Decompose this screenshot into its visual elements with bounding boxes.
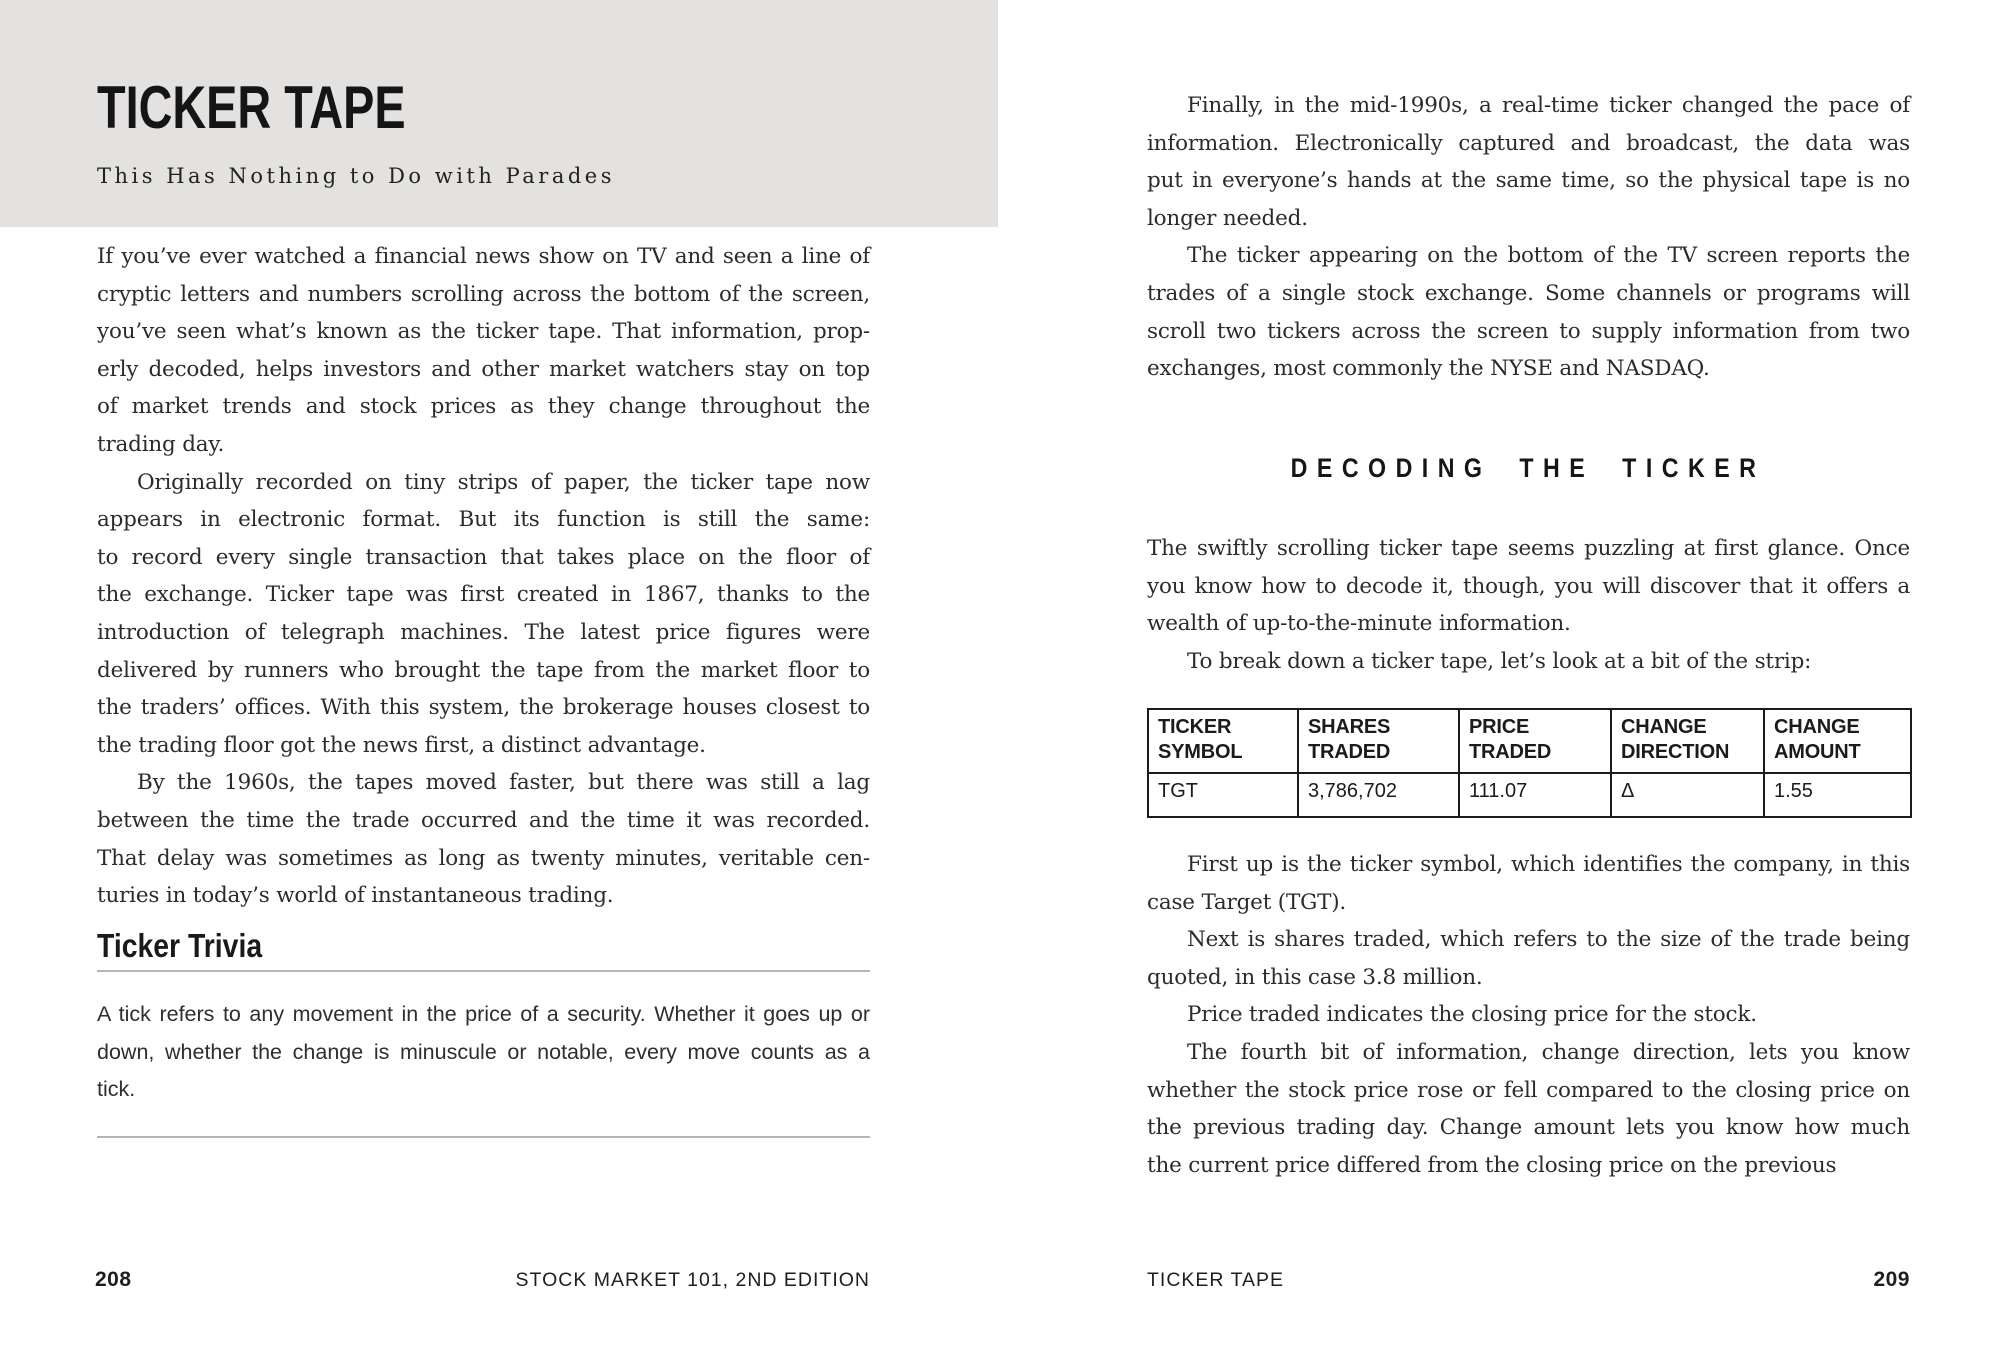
right-page-footer — [1147, 1268, 1910, 1292]
paragraph — [97, 764, 870, 914]
text-line: introduction of telegraph machines. The latest price figures were — [97, 619, 870, 645]
text-line: First up is the ticker symbol, which identifies the company, in this — [1187, 852, 1910, 877]
text-line: the current price differed from the closing price on the previous — [1147, 1152, 1837, 1178]
text-line: Next is shares traded, which refers to the size of the trade being — [1187, 927, 1910, 953]
text-line: Originally recorded on tiny strips of paper, the ticker tape now — [137, 469, 870, 495]
trivia-heading — [97, 928, 870, 972]
table-cell: TGT — [1148, 773, 1298, 817]
trivia-heading-text: Ticker Trivia — [97, 927, 263, 964]
paragraph — [97, 464, 870, 765]
text-line: By the 1960s, the tapes moved faster, but there was still a lag — [137, 770, 870, 796]
paragraph — [1147, 87, 1910, 237]
right-body-mid — [1147, 530, 1910, 680]
paragraph — [97, 238, 870, 464]
chapter-title-text: TICKER TAPE — [97, 74, 406, 141]
text-line: delivered by runners who brought the tape from the market floor to — [97, 657, 870, 683]
text-line: the exchange. Ticker tape was first created in 1867, thanks to the — [97, 582, 870, 608]
right-body-top — [1147, 87, 1910, 388]
table-row — [1148, 773, 1911, 817]
left-page-footer — [95, 1268, 870, 1292]
text-line: That delay was sometimes as long as twenty minutes, veritable cen- — [97, 845, 870, 871]
paragraph — [1147, 921, 1910, 996]
table-header-cell: PRICE TRADED — [1459, 709, 1611, 773]
text-line: The fourth bit of information, change direction, lets you know — [1187, 1039, 1910, 1065]
table-cell: 3,786,702 — [1298, 773, 1459, 817]
page-number-left: 208 — [95, 1268, 132, 1291]
text-line: The ticker appearing on the bottom of the TV screen reports the — [1187, 243, 1910, 269]
text-line: the previous trading day. Change amount lets you know how much — [1147, 1115, 1910, 1141]
chapter-title — [97, 74, 493, 141]
section-heading-text: DECODING THE TICKER — [1291, 453, 1766, 483]
text-line: cryptic letters and numbers scrolling across the bottom of the screen, — [97, 281, 870, 307]
text-line: between the time the trade occurred and the time it was recorded. — [97, 807, 870, 833]
table-header-cell: CHANGE AMOUNT — [1764, 709, 1911, 773]
ticker-table-head — [1148, 709, 1911, 773]
table-header-cell: TICKER SYMBOL — [1148, 709, 1298, 773]
paragraph — [1147, 996, 1910, 1034]
table-cell: 111.07 — [1459, 773, 1611, 817]
text-line: scroll two tickers across the screen to supply information from two — [1147, 318, 1910, 344]
text-line: the trading floor got the news first, a distinct advantage. — [97, 732, 706, 758]
text-line: down, whether the change is minuscule or notable, every move counts as a — [97, 1039, 870, 1064]
text-line: The swiftly scrolling ticker tape seems puzzling at first glance. Once — [1147, 536, 1910, 561]
right-body-bottom — [1147, 846, 1910, 1184]
paragraph — [1147, 1034, 1910, 1184]
table-header-cell: CHANGE DIRECTION — [1611, 709, 1764, 773]
text-line: to record every single transaction that takes place on the floor of — [97, 544, 870, 570]
running-title-chapter: TICKER TAPE — [1147, 1269, 1285, 1291]
text-line: you know how to decode it, though, you will discover that it offers a — [1147, 573, 1910, 599]
section-heading — [1147, 452, 1910, 484]
paragraph — [1147, 530, 1910, 643]
text-line: whether the stock price rose or fell compared to the closing price on — [1147, 1077, 1910, 1103]
text-line: of market trends and stock prices as they change throughout the — [97, 394, 870, 420]
table-cell: Δ — [1611, 773, 1764, 817]
text-line: case Target (TGT). — [1147, 889, 1347, 915]
running-title-book: STOCK MARKET 101, 2ND EDITION — [515, 1269, 870, 1291]
text-line: information. Electronically captured and broadcast, the data was — [1147, 130, 1910, 156]
text-line: trades of a single stock exchange. Some channels or programs will — [1147, 280, 1910, 306]
paragraph — [1147, 237, 1910, 387]
chapter-subtitle: This Has Nothing to Do with Parades — [97, 164, 615, 188]
left-body-text — [97, 238, 870, 915]
text-line: Price traded indicates the closing price for the stock. — [1187, 1002, 1757, 1028]
text-line: put in everyone’s hands at the same time, so the physical tape is no — [1147, 168, 1910, 194]
text-line: turies in today’s world of instantaneous trading. — [97, 883, 614, 909]
text-line: the traders’ offices. With this system, the brokerage houses closest to — [97, 695, 870, 721]
ticker-table-body — [1148, 773, 1911, 817]
trivia-text — [97, 996, 870, 1109]
text-line: quoted, in this case 3.8 million. — [1147, 964, 1483, 990]
ticker-decode-table — [1147, 708, 1912, 818]
divider-rule — [97, 1136, 870, 1138]
page-number-right: 209 — [1873, 1268, 1910, 1291]
text-line: If you’ve ever watched a financial news show on TV and seen a line of — [97, 244, 870, 269]
table-cell: 1.55 — [1764, 773, 1911, 817]
text-line: Finally, in the mid-1990s, a real-time ticker changed the pace of — [1187, 93, 1910, 118]
text-line: erly decoded, helps investors and other market watchers stay on top — [97, 356, 870, 382]
text-line: To break down a ticker tape, let’s look at a bit of the strip: — [1187, 648, 1812, 674]
text-line: tick. — [97, 1077, 136, 1102]
text-line: longer needed. — [1147, 205, 1308, 231]
text-line: exchanges, most commonly the NYSE and NASDAQ. — [1147, 356, 1710, 382]
text-line: you’ve seen what’s known as the ticker tape. That information, prop- — [97, 319, 870, 345]
text-line: trading day. — [97, 431, 225, 457]
text-line: A tick refers to any movement in the price of a security. Whether it goes up or — [97, 1002, 870, 1026]
paragraph — [1147, 846, 1910, 921]
text-line: wealth of up-to-the-minute information. — [1147, 611, 1571, 637]
paragraph — [1147, 643, 1910, 681]
text-line: appears in electronic format. But its function is still the same: — [97, 507, 870, 533]
table-header-cell: SHARES TRADED — [1298, 709, 1459, 773]
